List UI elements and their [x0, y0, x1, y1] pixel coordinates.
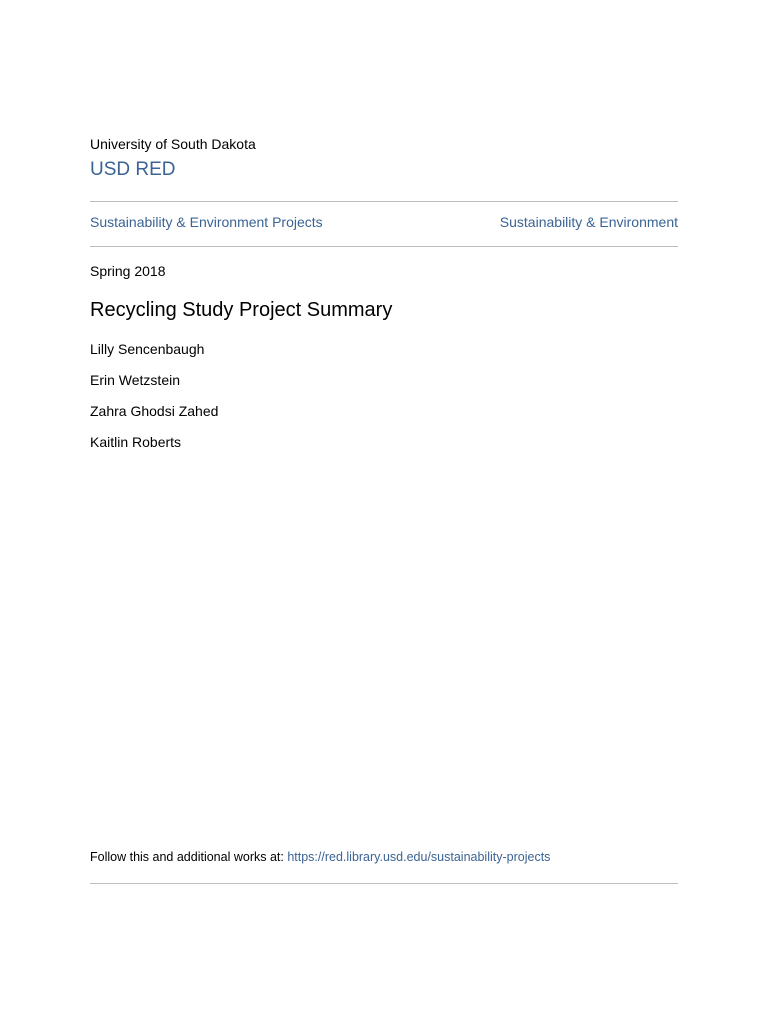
- collection-divider: [90, 246, 678, 247]
- collection-link-parent[interactable]: Sustainability & Environment: [499, 214, 678, 230]
- document-title: Recycling Study Project Summary: [90, 299, 393, 321]
- cover-page: [90, 0, 678, 1024]
- top-divider: [90, 201, 678, 202]
- author-list: [90, 341, 218, 465]
- author-name: Lilly Sencenbaugh: [90, 341, 205, 357]
- author-name: Erin Wetzstein: [90, 372, 180, 388]
- collection-link-projects[interactable]: Sustainability & Environment Projects: [90, 214, 323, 230]
- follow-label: Follow this and additional works at:: [90, 850, 288, 864]
- follow-url-link[interactable]: https://red.library.usd.edu/sustainability-projects: [287, 850, 551, 864]
- follow-line: [90, 850, 550, 864]
- author-name: Kaitlin Roberts: [90, 434, 182, 450]
- bottom-divider: [90, 883, 678, 884]
- author-name: Zahra Ghodsi Zahed: [90, 403, 219, 419]
- repository-link[interactable]: USD RED: [90, 159, 176, 180]
- institution-name: University of South Dakota: [90, 136, 256, 152]
- publication-date: Spring 2018: [90, 263, 166, 279]
